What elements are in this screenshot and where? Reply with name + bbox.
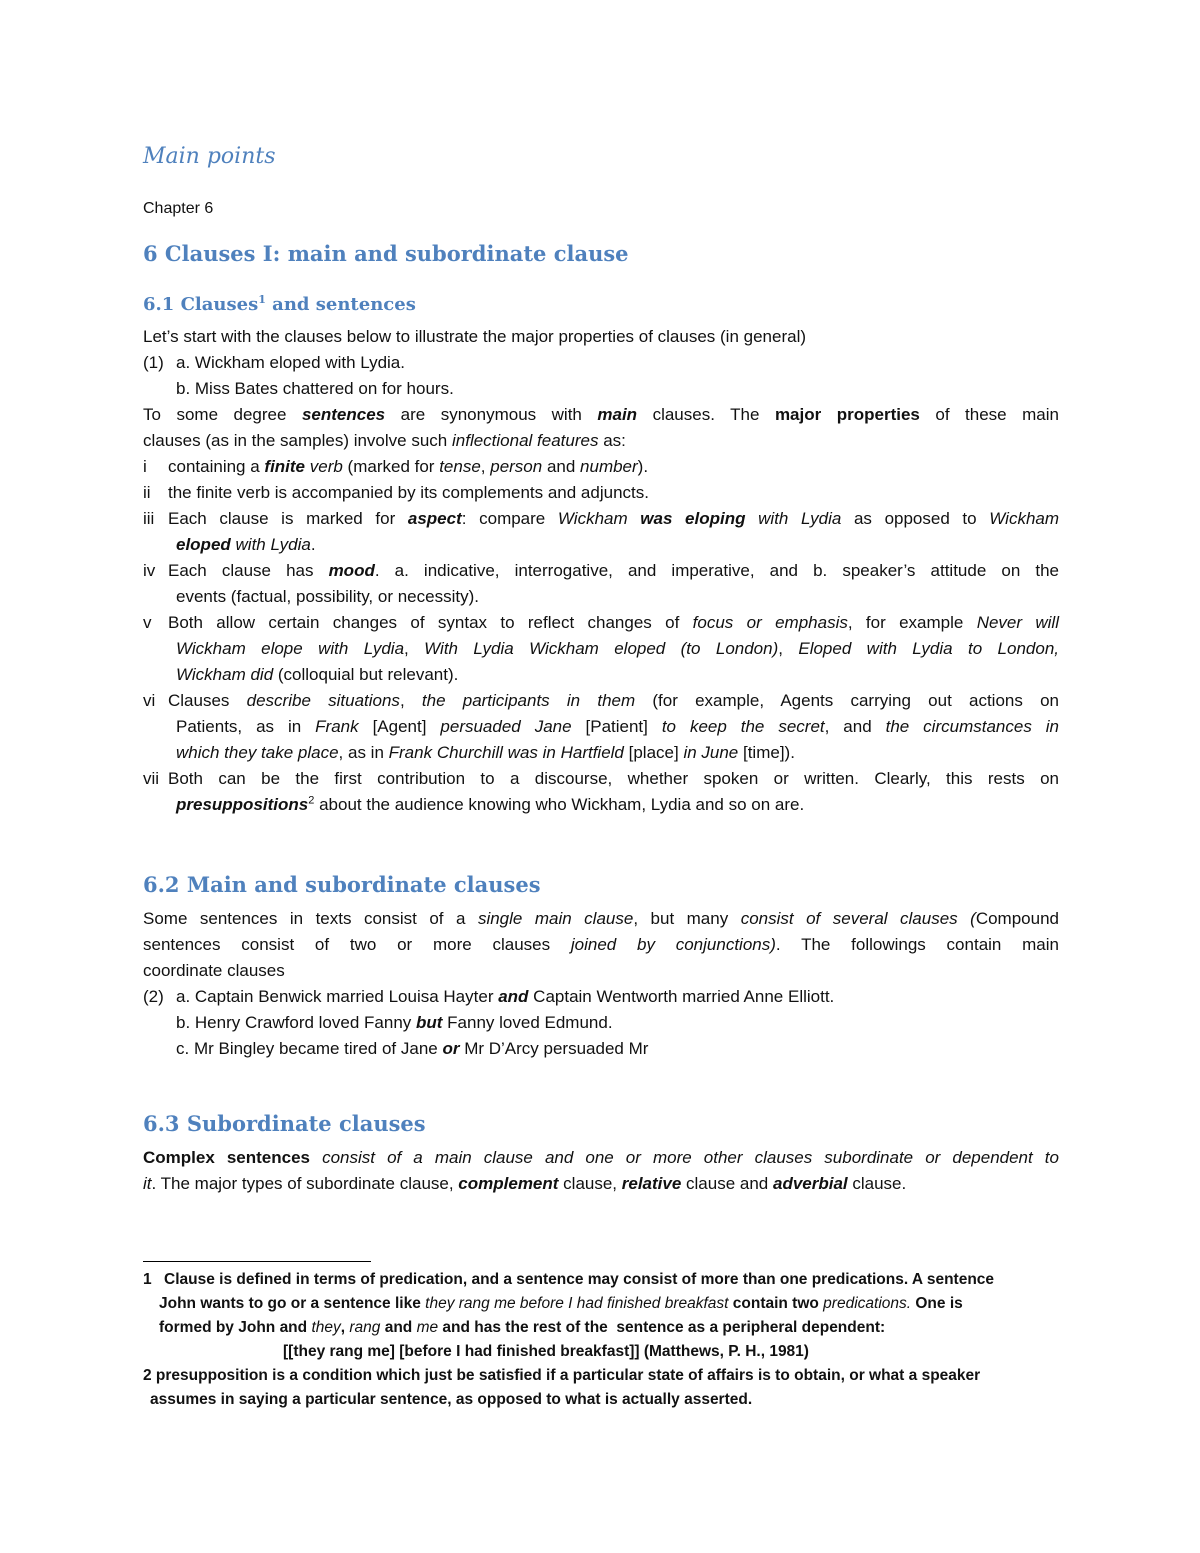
list-item-ii: ii the finite verb is accompanied by its complements and adjuncts. [143, 483, 649, 502]
list-item-vi: vi Clauses describe situations, the participants in them (for example, Agents carrying out actions on Patients, as in Frank [Agent] persuaded Jane [Patient] to keep the secret, and the circumstances in which they take place, as in Frank Churchill was in Hartfield [place] in June [time]). [143, 691, 1059, 762]
example-2-a: (2) a. Captain Benwick married Louisa Hayter and Captain Wentworth married Anne Elliott. [143, 987, 835, 1006]
example-2-c: c. Mr Bingley became tired of Jane or Mr D’Arcy persuaded Mr [176, 1039, 649, 1058]
chapter-heading: 6 Clauses I: main and subordinate clause [143, 241, 629, 266]
list-item-i: i containing a finite verb (marked for tense, person and number). [143, 457, 649, 476]
paragraph-line: Complex sentences consist of a main clause and one or more other clauses subordinate or dependent to [143, 1148, 1059, 1167]
example-1-b: b. Miss Bates chattered on for hours. [176, 379, 454, 398]
section-6-1-heading-text: 6.1 Clauses [143, 294, 259, 315]
footnote-separator [143, 1261, 371, 1262]
footnote-2: 2 presupposition is a condition which just be satisfied if a particular state of affairs is to obtain, or what a speaker [143, 1367, 981, 1384]
example-1-a-text: a. Wickham eloped with Lydia. [176, 353, 405, 372]
footnote-1: 1 Clause is defined in terms of predication, and a sentence may consist of more than one predications. A sentence John wants to go or a sentence like they rang me before I had finished breakfast contain two predications. One is formed by John and they, rang and me and has the rest of the sentence as a peripheral dependent: [[they rang me] [before I had finished breakfast]] (Matthews, P. H., 1981) [143, 1268, 1059, 1364]
paragraph-line: it. The major types of subordinate clause, complement clause, relative clause and adverbial clause. [143, 1174, 907, 1193]
section-6-3-heading: 6.3 Subordinate clauses [143, 1111, 426, 1136]
page-title: Main points [143, 144, 276, 169]
paragraph-line: clauses (as in the samples) involve such inflectional features as: [143, 431, 626, 450]
paragraph-line: To some degree sentences are synonymous with main clauses. The major properties of these main [143, 405, 1059, 424]
intro-line: Let’s start with the clauses below to illustrate the major properties of clauses (in general) [143, 327, 807, 346]
footnote-ref-2[interactable]: 2 [308, 794, 315, 807]
list-item-iii: iii Each clause is marked for aspect: compare Wickham was eloping with Lydia as opposed to Wickham eloped with Lydia. [143, 509, 1060, 554]
example-1-a [143, 350, 1059, 376]
paragraph-line: sentences consist of two or more clauses joined by conjunctions). The followings contain main [143, 935, 1059, 954]
list-item-vii: vii Both can be the first contribution to a discourse, whether spoken or written. Clearly, this rests on presuppositions$^2$ about the audience knowing who Wickham, Lydia and so on are. [143, 769, 1059, 814]
footnotes [143, 1268, 1059, 1412]
section-6-3-body [143, 1145, 1059, 1197]
section-6-1-heading [143, 294, 416, 315]
list-item-v: v Both allow certain changes of syntax to reflect changes of focus or emphasis, for example Never will Wickham elope with Lydia, With Lydia Wickham eloped (to London), Eloped with Lydia to London, Wickham did (colloquial but relevant). [143, 613, 1059, 684]
section-6-2-heading: 6.2 Main and subordinate clauses [143, 872, 541, 897]
example-2-number: (2) [143, 987, 164, 1006]
example-2-b: b. Henry Crawford loved Fanny but Fanny loved Edmund. [176, 1013, 613, 1032]
section-6-2-body [143, 906, 1059, 1062]
example-1-number: (1) [143, 353, 164, 372]
footnote-2-cont: assumes in saying a particular sentence, as opposed to what is actually asserted. [150, 1391, 753, 1408]
paragraph-line: Some sentences in texts consist of a single main clause, but many consist of several clauses (Compound [143, 909, 1059, 928]
section-6-1-body [143, 324, 1059, 818]
chapter-label: Chapter 6 [143, 200, 214, 217]
footnote-ref-1[interactable]: 1 [258, 293, 266, 306]
paragraph-line: coordinate clauses [143, 961, 285, 980]
list-item-iv: iv Each clause has mood. a. indicative, interrogative, and imperative, and b. speaker’s attitude on the events (factual, possibility, or necessity). [143, 561, 1060, 606]
section-6-1-heading-rest: and sentences [272, 294, 416, 315]
footnote-1-number: 1 [143, 1271, 152, 1288]
